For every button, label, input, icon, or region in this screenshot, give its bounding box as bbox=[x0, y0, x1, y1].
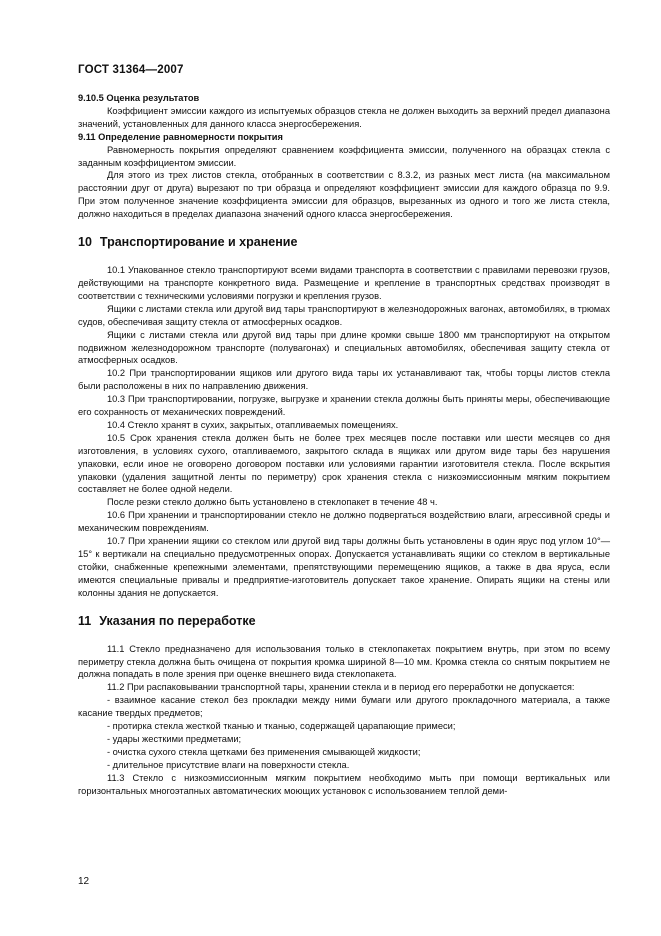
paragraph-10-2: 10.2 При транспортировании ящиков или другого вида тары их устанавливают так, чтобы торцы листов стекла были расположены в них по направлению движения. bbox=[78, 368, 610, 392]
paragraph-10-4: 10.4 Стекло хранят в сухих, закрытых, отапливаемых помещениях. bbox=[107, 419, 399, 430]
paragraph-10-3: 10.3 При транспортировании, погрузке, выгрузке и хранении стекла должны быть приняты меры, обеспечивающие его сохранность от механических повреждений. bbox=[78, 394, 610, 418]
paragraph-9-11-b: Для этого из трех листов стекла, отобранных в соответствии с 8.3.2, из разных мест листа (на максимальном расстоянии друг от друга) вырезают по три образца и определяют коэффициент эмиссии для каждого образца по 9.9. При этом полученное значение коэффициента эмиссии для образцов, вырезанных из одного и того же листа стекла, должно находиться в пределах диапазона значений одного класса энергосбережения. bbox=[78, 170, 610, 220]
paragraph-10-1-c: Ящики с листами стекла или другой вид тары при длине кромки свыше 1800 мм транспортируют на открытом подвижном железнодорожном транспорте (полувагонах) и специальных автомобилях, обеспечивая защиту стекла от атмосферных осадков. bbox=[78, 329, 610, 366]
section-number: 11 bbox=[78, 613, 92, 628]
paragraph-11-2: 11.2 При распаковывании транспортной тары, хранении стекла и в период его переработки не допускается: bbox=[107, 682, 575, 693]
page-number: 12 bbox=[78, 876, 90, 887]
paragraph-10-1-a: 10.1 Упакованное стекло транспортируют всеми видами транспорта в соответствии с правилами перевозки грузов, действующими на транспорте конкретного вида. Размещение и крепление в транспортных средствах производят в соответствии с техническими условиями погрузки и крепления грузов. bbox=[78, 265, 610, 301]
paragraph-11-1: 11.1 Стекло предназначено для использования только в стеклопакетах покрытием внутрь, при этом по всему периметру стекла должна быть очищена от покрытия кромка шириной 8—10 мм. Кромка стекла со снятым покрытием не должна попадать в поле зрения при оценке внешнего вида стеклопакета. bbox=[78, 643, 610, 680]
paragraph-11-3: 11.3 Стекло с низкоэмиссионным мягким покрытием необходимо мыть при помощи вертикальных или горизонтальных многоэтапных автоматических моющих установок с использованием теплой деми- bbox=[78, 772, 610, 796]
paragraph-9-11-a: Равномерность покрытия определяют сравнением коэффициента эмиссии, полученного на образцах стекла с заданным коэффициентом эмиссии. bbox=[78, 144, 610, 168]
section-heading-10 bbox=[78, 235, 610, 250]
paragraph-10-1-b: Ящики с листами стекла или другой вид тары транспортируют в железнодорожных вагонах, автомобилях, в трюмах судов, обеспечивая защиту стекла от атмосферных осадков. bbox=[78, 303, 610, 327]
list-item: - очистка сухого стекла щетками без применения смывающей жидкости; bbox=[107, 746, 421, 757]
paragraph-10-6: 10.6 При хранении и транспортировании стекло не должно подвергаться воздействию влаги, агрессивной среды и механическим повреждениям. bbox=[78, 510, 610, 534]
section-number: 10 bbox=[78, 235, 92, 250]
paragraph-10-5-a: 10.5 Срок хранения стекла должен быть не более трех месяцев после поставки или шести месяцев со дня изготовления, в условиях сухого, отапливаемого, закрытого склада в ящиках или другом виде тары без нарушения упаковки, если иное не оговорено договором поставки или условиями гарантии изготовителя стекла. После вскрытия упаковки (удаления защитной ленты по периметру) срок хранения стекла с низкоэмиссионным мягким покрытием составляет не более одной недели. bbox=[78, 432, 610, 495]
subsection-heading-9-11: 9.11 Определение равномерности покрытия bbox=[78, 131, 283, 142]
page-content bbox=[78, 92, 610, 798]
list-item: - протирка стекла жесткой тканью и тканью, содержащей царапающие примеси; bbox=[107, 721, 456, 732]
paragraph-10-5-b: После резки стекло должно быть установлено в стеклопакет в течение 48 ч. bbox=[107, 497, 438, 508]
paragraph-10-7: 10.7 При хранении ящики со стеклом или другой вид тары должны быть установлены в один ярус под углом 10°—15° к вертикали на специально предусмотренных опорах. Допускается устанавливать ящики со стеклом в вертикальные стойки, снабженные крепежными элементами, препятствующими перемещению ящиков, а также в два яруса, если имеются специальные привалы и предприятие-изготовитель допускает такое хранение. Опирать ящики на стены или колонны здания не допускается. bbox=[78, 536, 610, 598]
standard-code: ГОСТ 31364—2007 bbox=[78, 64, 184, 76]
section-title: Транспортирование и хранение bbox=[99, 235, 298, 250]
list-item: - удары жесткими предметами; bbox=[107, 733, 242, 744]
section-title: Указания по переработке bbox=[99, 613, 256, 628]
list-item: - длительное присутствие влаги на поверхности стекла. bbox=[107, 759, 350, 770]
section-heading-11 bbox=[78, 614, 610, 629]
paragraph-9-10-5: Коэффициент эмиссии каждого из испытуемых образцов стекла не должен выходить за верхний предел диапазона значений, установленных для данного класса энергосбережения. bbox=[78, 105, 610, 129]
list-item: - взаимное касание стекол без прокладки между ними бумаги или другого прокладочного материала, а также касание твердых предметов; bbox=[78, 695, 610, 719]
subsection-heading-9-10-5: 9.10.5 Оценка результатов bbox=[78, 93, 200, 103]
